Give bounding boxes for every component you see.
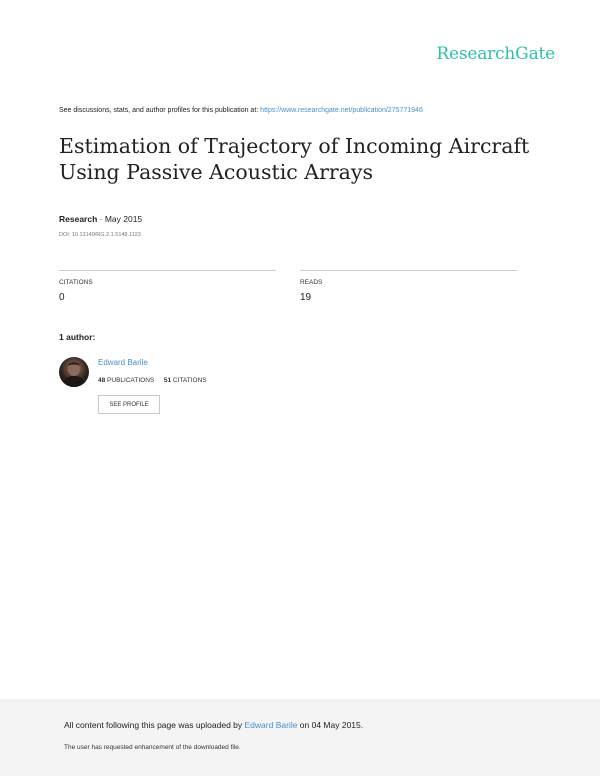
upload-notice-suffix: on 04 May 2015. [297, 720, 364, 730]
avatar-portrait-icon [59, 357, 89, 387]
author-stats [98, 377, 207, 384]
publication-doi: DOI: 10.13140/RG.2.1.5148.1123 [59, 232, 141, 238]
upload-notice [64, 720, 363, 730]
footer [0, 699, 600, 776]
upload-notice-prefix: All content following this page was uploaded by [64, 720, 245, 730]
publication-title: Estimation of Trajectory of Incoming Aircraft Using Passive Acoustic Arrays [59, 134, 530, 184]
citations-label: CITATIONS [59, 279, 93, 286]
author-citations-count: 51 [163, 377, 172, 384]
uploader-link[interactable]: Edward Barile [244, 720, 298, 730]
author-citations-label: CITATIONS [172, 377, 207, 384]
reads-label: READS [300, 279, 323, 286]
author-publications-label: PUBLICATIONS [107, 377, 155, 384]
discussion-prefix: See discussions, stats, and author profiles for this publication at: [59, 107, 261, 114]
citations-stat [59, 270, 276, 303]
citations-value: 0 [59, 292, 65, 303]
reads-value: 19 [300, 292, 312, 303]
discussion-line [59, 107, 423, 114]
author-publications-count: 48 [98, 377, 106, 384]
see-profile-button[interactable]: SEE PROFILE [98, 395, 160, 414]
publication-type: Research [59, 214, 98, 224]
publication-url-link[interactable]: https://www.researchgate.net/publication/275771946 [260, 107, 423, 114]
publication-meta [59, 214, 142, 224]
enhancement-notice: The user has requested enhancement of the downloaded file. [64, 744, 241, 751]
author-avatar[interactable] [59, 357, 89, 387]
reads-stat [300, 270, 517, 303]
publication-date: · May 2015 [97, 214, 143, 224]
authors-heading: 1 author: [59, 332, 96, 342]
researchgate-logo[interactable]: ResearchGate [436, 44, 555, 64]
author-name-link[interactable]: Edward Barile [98, 358, 148, 367]
